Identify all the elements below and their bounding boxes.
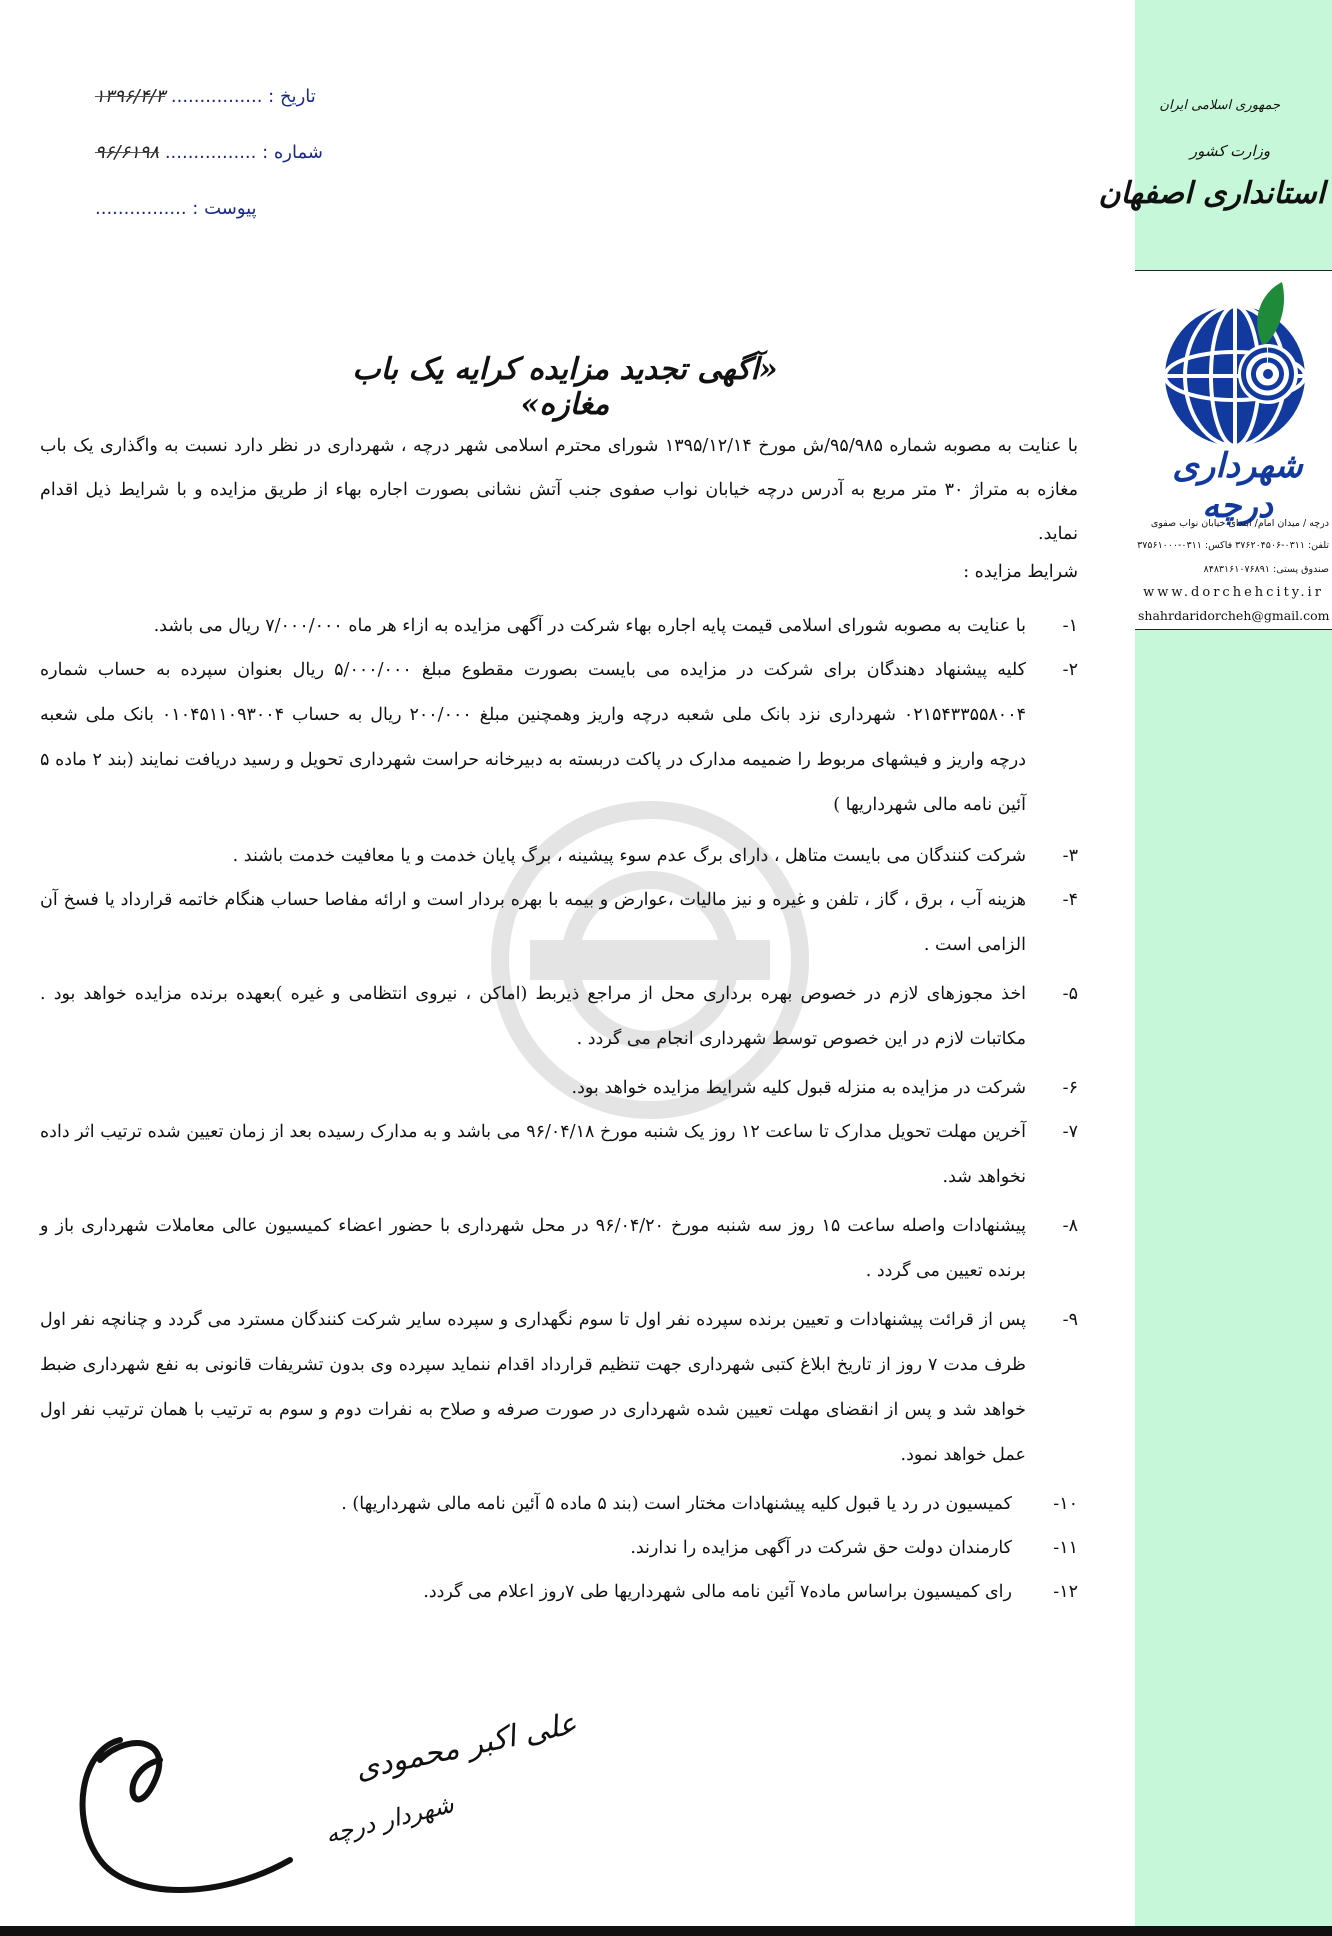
condition-number: ۶- — [1062, 1078, 1078, 1098]
condition-text: کارمندان دولت حق شرکت در آگهی مزایده را ندارند. — [630, 1538, 1012, 1558]
phone-line: تلفن: ۰۳۱۱-۳۷۶۲۰۴۵۰۶ فاکس: ۰۳۱۱-۳۷۵۶۱۰۰۰ — [1137, 540, 1329, 551]
gov-country-line: جمهوری اسلامی ایران — [1159, 98, 1280, 113]
condition-text: آخرین مهلت تحویل مدارک تا ساعت ۱۲ روز یک شنبه مورخ ۹۶/۰۴/۱۸ می باشد و به مدارک رسیده بعد از زمان تعیین شده ترتیب اثر داده نخواهد شد. — [40, 1122, 1027, 1187]
globe-logo-icon — [1150, 278, 1325, 448]
condition-item-4 — [40, 878, 1078, 968]
condition-number: ۲- — [1062, 660, 1078, 680]
attachment-dots: ................ — [95, 198, 187, 219]
condition-number: ۱- — [1062, 616, 1078, 636]
intro-paragraph — [40, 424, 1078, 556]
address-line: درچه / میدان امام/ ابتدای خیابان نواب صفوی — [1150, 518, 1329, 529]
gov-province-line: استانداری اصفهان — [1098, 176, 1325, 211]
date-label: تاریخ : — [268, 86, 316, 107]
intro-text: با عنایت به مصوبه شماره ۹۵/۹۸۵/ش مورخ ۱۳۹۵/۱۲/۱۴ شورای محترم اسلامی شهر درچه ، شهرداری در نظر دارد نسبت به واگذاری یک باب مغازه به متراژ ۳۰ متر مربع به آدرس درچه خیابان نواب صفوی جنب آتش نشانی بصورت اجاره بهاء از طریق مزایده و با شرایط ذیل اقدام نماید. — [40, 436, 1079, 544]
condition-number: ۳- — [1062, 846, 1078, 866]
signature — [60, 1700, 580, 1910]
date-field — [95, 86, 335, 107]
signature-stroke-icon — [83, 1740, 290, 1890]
condition-text: با عنایت به مصوبه شورای اسلامی قیمت پایه اجاره بهاء شرکت در آگهی مزایده به ازاء هر ماه ۷/۰۰۰/۰۰۰ ریال می باشد. — [153, 616, 1026, 636]
condition-item-1 — [40, 604, 1078, 649]
condition-text: هزینه آب ، برق ، گاز ، تلفن و غیره و نیز مالیات ،عوارض و بیمه با بهره بردار است و ارائه مفاصا حساب هنگام خاتمه قرارداد یا فسخ آن الزامی است . — [40, 890, 1026, 955]
condition-text: شرکت در مزایده به منزله قبول کلیه شرایط مزایده خواهد بود. — [571, 1078, 1026, 1098]
condition-item-12 — [40, 1570, 1078, 1615]
condition-number: ۱۱- — [1053, 1538, 1078, 1558]
gov-ministry-line: وزارت کشور — [1189, 142, 1271, 160]
signature-name: علی اکبر محمودی — [352, 1705, 580, 1788]
condition-number: ۵- — [1062, 984, 1078, 1004]
condition-number: ۸- — [1062, 1216, 1078, 1236]
condition-item-10 — [40, 1482, 1078, 1527]
condition-text: کمیسیون در رد یا قبول کلیه پیشنهادات مختار است (بند ۵ ماده ۵ آئین نامه مالی شهرداریها) . — [341, 1494, 1012, 1514]
bottom-border — [0, 1926, 1332, 1936]
condition-text: شرکت کنندگان می بایست متاهل ، دارای برگ عدم سوء پیشینه ، برگ پایان خدمت و یا معافیت خدمت باشند . — [232, 846, 1026, 866]
condition-item-8 — [40, 1204, 1078, 1294]
condition-text: کلیه پیشنهاد دهندگان برای شرکت در مزایده می بایست بصورت مقطوع مبلغ ۵/۰۰۰/۰۰۰ ریال بعنوان سپرده به حساب شماره ۰۲۱۵۴۳۳۵۵۸۰۰۴ شهرداری نزد بانک ملی شعبه درچه واریز وهمچنین مبلغ ۲۰۰/۰۰۰ ریال به حساب ۰۱۰۴۵۱۱۰۹۳۰۰۴ بانک ملی شعبه درچه واریز و فیشهای مربوط را ضمیمه مدارک در پاکت دربسته به دبیرخانه حراست شهرداری تحویل و رسید دریافت نمایند (بند ۲ ماده ۵ آئین نامه مالی شهرداریها ) — [40, 660, 1027, 815]
website-link[interactable]: www.dorchehcity.ir — [1143, 585, 1324, 600]
condition-item-6 — [40, 1066, 1078, 1111]
number-label: شماره : — [262, 142, 323, 163]
notice-title: «آگهی تجدید مزایده کرایه یک باب مغازه» — [352, 352, 778, 422]
condition-text: پس از قرائت پیشنهادات و تعیین برنده سپرده نفر اول تا سوم نگهداری و سپرده سایر شرکت کنندگان مسترد می گردد و چنانچه نفر اول ظرف مدت ۷ روز از تاریخ ابلاغ کتبی شهرداری جهت تنظیم قرارداد اقدام ننماید سپرده وی بدون تشریفات قانونی به نفع شهرداری ضبط خواهد شد و پس از انقضای مهلت تعیین شده شهرداری در صورت صرفه و صلاح به نفرات دوم و سوم به ترتیب با همان ترتیب نفر اول عمل خواهد نمود. — [40, 1310, 1026, 1465]
condition-text: پیشنهادات واصله ساعت ۱۵ روز سه شنبه مورخ ۹۶/۰۴/۲۰ در محل شهرداری با حضور اعضاء کمیسیون عالی معاملات شهرداری باز و برنده تعیین می گردد . — [40, 1216, 1026, 1281]
date-dots: ................ — [170, 86, 263, 107]
number-value: ۹۶/۶۱۹۸ — [95, 142, 160, 163]
condition-item-11 — [40, 1526, 1078, 1571]
email-link[interactable]: shahrdaridorcheh@gmail.com — [1138, 608, 1330, 623]
attachment-label: پیوست : — [192, 198, 257, 219]
condition-item-5 — [40, 972, 1078, 1062]
number-field — [95, 142, 335, 163]
condition-number: ۴- — [1062, 890, 1078, 910]
condition-item-2 — [40, 648, 1078, 828]
signature-role: شهردار درچه — [322, 1790, 457, 1849]
number-dots: ................ — [164, 142, 257, 163]
condition-item-9 — [40, 1298, 1078, 1478]
postal-line: صندوق پستی: ۸۴۸۳۱۶۱۰۷۶۸۹۱ — [1203, 564, 1329, 575]
condition-number: ۹- — [1062, 1310, 1078, 1330]
condition-number: ۱۲- — [1053, 1582, 1078, 1602]
condition-text: رای کمیسیون براساس ماده۷ آئین نامه مالی شهرداریها طی ۷روز اعلام می گردد. — [423, 1582, 1012, 1602]
condition-text: اخذ مجوزهای لازم در خصوص بهره برداری محل از مراجع ذیربط (اماکن ، نیروی انتظامی و غیره )بعهده برنده مزایده خواهد بود . مکاتبات لازم در این خصوص توسط شهرداری انجام می گردد . — [40, 984, 1026, 1049]
condition-item-3 — [40, 834, 1078, 879]
date-value: ۱۳۹۶/۴/۳ — [95, 86, 166, 107]
attachment-field — [95, 198, 335, 219]
condition-item-7 — [40, 1110, 1078, 1200]
conditions-heading: شرایط مزایده : — [963, 562, 1078, 582]
logo-caption: شهرداری درچه — [1172, 446, 1303, 526]
condition-number: ۱۰- — [1053, 1494, 1078, 1514]
condition-number: ۷- — [1062, 1122, 1078, 1142]
